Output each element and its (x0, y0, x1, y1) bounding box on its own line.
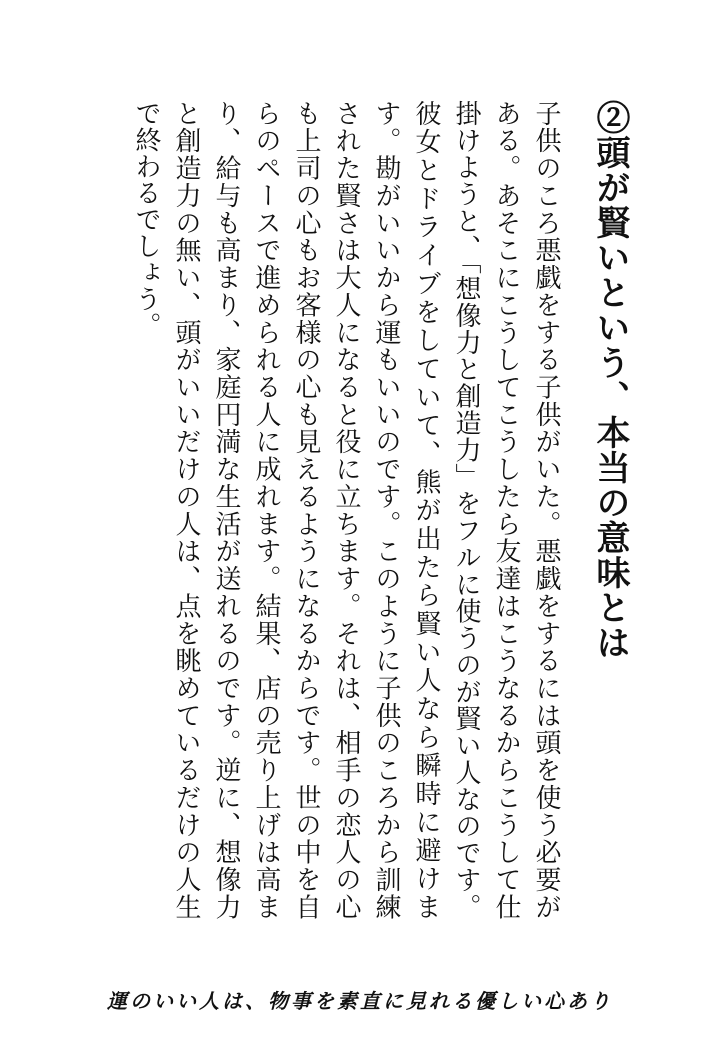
footer-caption: 運のいい人は、物事を素直に見れる優しい心あり (107, 989, 613, 1013)
article (126, 100, 634, 920)
article-body: 子供のころ悪戯をする子供がいた。悪戯をするには頭を使う必要がある。あそこにこうしてこうしたら友達はこうなるからこうして仕掛けようと、「想像力と創造力」をフルに使うのが賢い人なのです。彼女とドライブをしていて、熊が出たら賢い人なら瞬時に避けます。勘がいいから運もいいのです。このように子供のころから訓練された賢さは大人になると役に立ちます。それは、相手の恋人の心も上司の心もお客様の心も見えるようになるからです。世の中を自らのペースで進められる人に成れます。結果、店の売り上げは高まり、給与も高まり、家庭円満な生活が送れるのです。逆に、想像力と創造力の無い、頭がいいだけの人は、点を眺めているだけの人生で終わるでしょう。 (131, 100, 561, 921)
article-heading: ②頭が賢いという、本当の意味とは (590, 100, 630, 660)
